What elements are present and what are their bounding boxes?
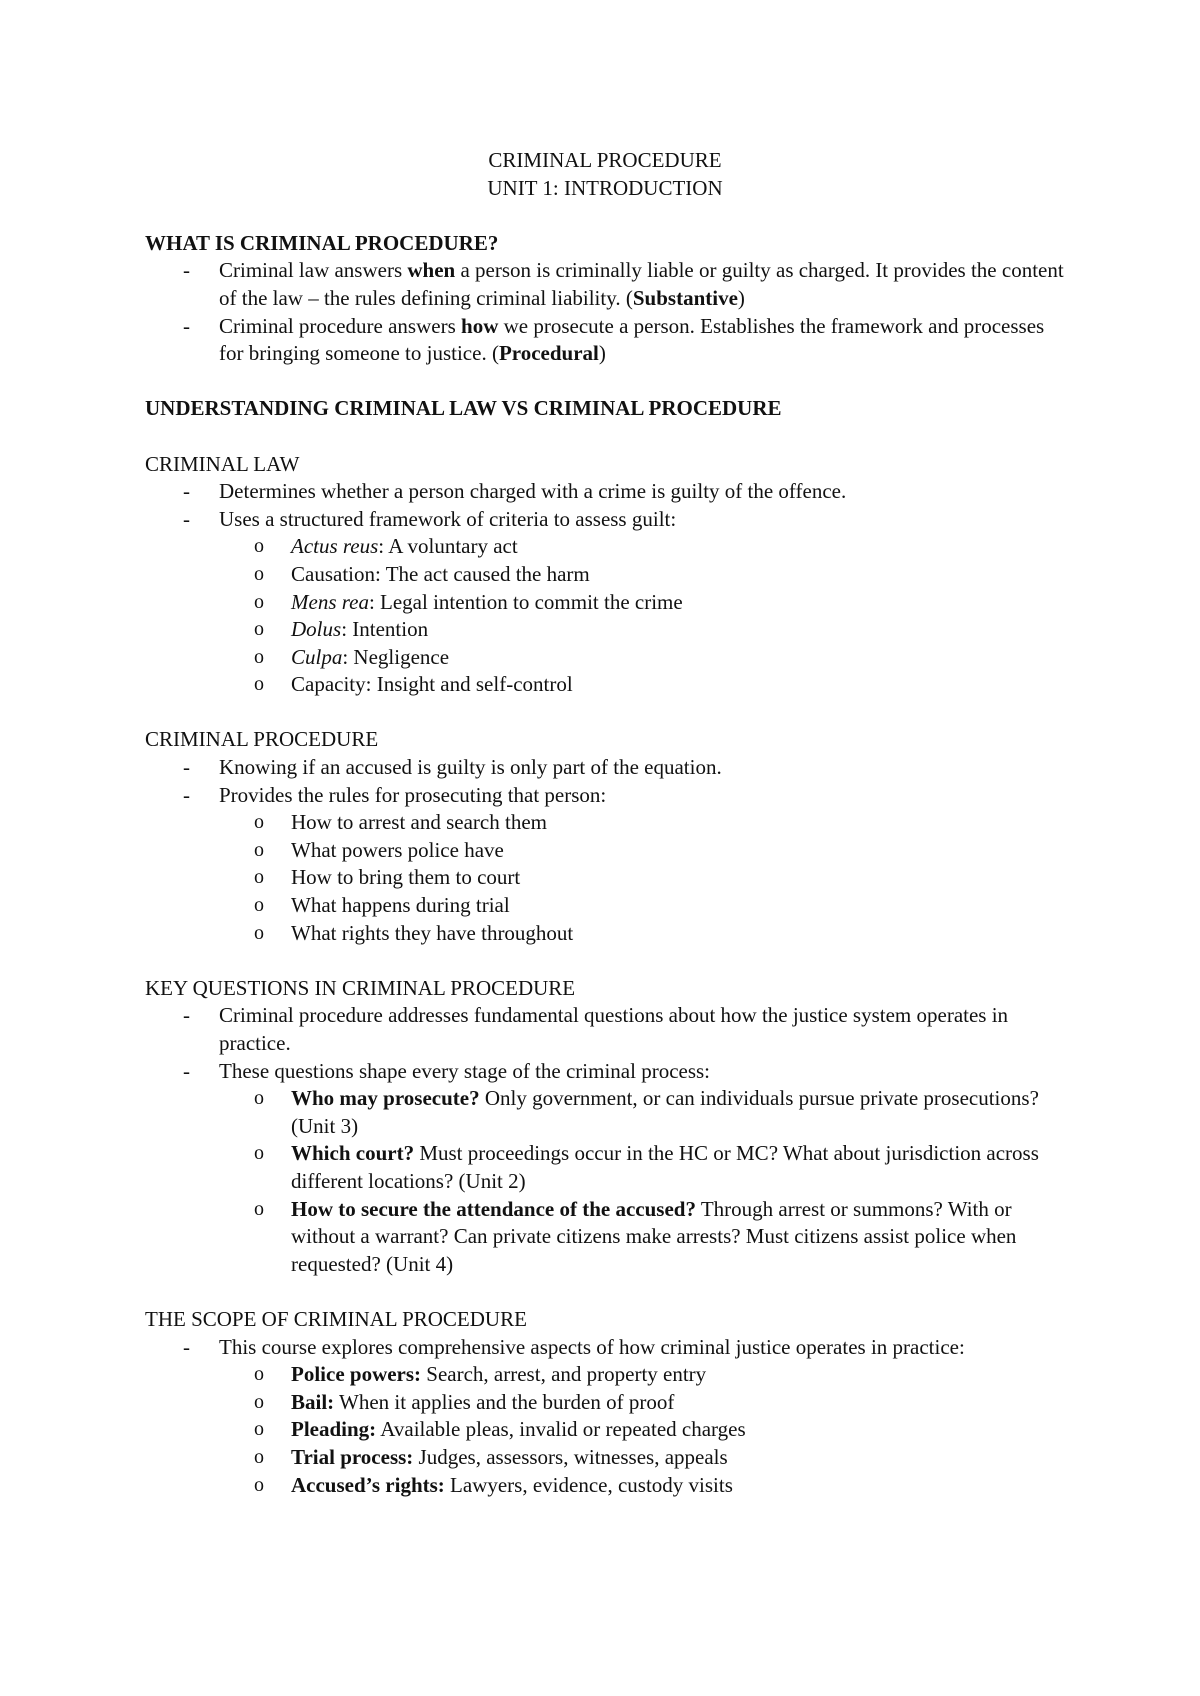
sublist-item: o Culpa: Negligence: [217, 644, 1065, 672]
sublist-item: o Capacity: Insight and self-control: [217, 671, 1065, 699]
sublist-item: o How to arrest and search them: [217, 809, 1065, 837]
what-is-list: [145, 257, 1065, 367]
scope-list: [145, 1334, 1065, 1500]
sublist-item: o Mens rea: Legal intention to commit the crime: [217, 589, 1065, 617]
criminal-procedure-list: [145, 754, 1065, 947]
sublist-item: o Police powers: Search, arrest, and property entry: [217, 1361, 1065, 1389]
list-item: - Criminal law answers when a person is criminally liable or guilty as charged. It provides the content of the law – the rules defining criminal liability. (Substantive): [145, 257, 1065, 312]
section-heading-criminal-procedure: CRIMINAL PROCEDURE: [145, 727, 379, 752]
list-item: - Uses a structured framework of criteria to assess guilt: o Actus reus: A voluntary act o Causation: The act caused the harm o Mens rea: Legal intention to commit the crime o Dolus: Intention o Culpa: Negligence o Capacity: Insight and self-control: [145, 506, 1065, 699]
sublist-item: o Trial process: Judges, assessors, witnesses, appeals: [217, 1444, 1065, 1472]
sublist-item: o Who may prosecute? Only government, or can individuals pursue private prosecutions? (Unit 3): [217, 1085, 1065, 1140]
doc-title: CRIMINAL PROCEDURE: [488, 148, 722, 172]
list-item: - These questions shape every stage of the criminal process: o Who may prosecute? Only government, or can individuals pursue private prosecutions? (Unit 3) o Which court? Must proceedings occur in the HC or MC? What about jurisdiction across different locations? (Unit 2) o How to secure the attendance of the accused? Through arrest or summons? With or without a warrant? Can private citizens make arrests? Must citizens assist police when requested? (Unit 4): [145, 1058, 1065, 1279]
doc-subtitle: UNIT 1: INTRODUCTION: [487, 175, 723, 200]
rules-sublist: [217, 809, 1065, 947]
list-item: - Knowing if an accused is guilty is only part of the equation.: [145, 754, 1065, 782]
list-item: - Determines whether a person charged with a crime is guilty of the offence.: [145, 478, 1065, 506]
document-body: [145, 147, 1065, 1499]
questions-sublist: [217, 1085, 1065, 1278]
key-questions-list: [145, 1002, 1065, 1278]
sublist-item: o How to secure the attendance of the accused? Through arrest or summons? With or without a warrant? Can private citizens make arrests? Must citizens assist police when requested? (Unit 4): [217, 1196, 1065, 1279]
criminal-law-list: [145, 478, 1065, 699]
criteria-sublist: [217, 533, 1065, 699]
section-heading-key-questions: KEY QUESTIONS IN CRIMINAL PROCEDURE: [145, 975, 576, 1000]
sublist-item: o What rights they have throughout: [217, 920, 1065, 948]
sublist-item: o What powers police have: [217, 837, 1065, 865]
list-item: - Provides the rules for prosecuting that person: o How to arrest and search them o What powers police have o How to bring them to court o What happens during trial o What rights they have throughout: [145, 782, 1065, 948]
sublist-item: o What happens during trial: [217, 892, 1065, 920]
sublist-item: o Pleading: Available pleas, invalid or repeated charges: [217, 1416, 1065, 1444]
section-heading-criminal-law: CRIMINAL LAW: [145, 451, 300, 476]
scope-sublist: [217, 1361, 1065, 1499]
sublist-item: o Accused’s rights: Lawyers, evidence, custody visits: [217, 1472, 1065, 1500]
section-heading-understanding: UNDERSTANDING CRIMINAL LAW VS CRIMINAL PROCEDURE: [145, 396, 782, 421]
sublist-item: o Dolus: Intention: [217, 616, 1065, 644]
section-heading-scope: THE SCOPE OF CRIMINAL PROCEDURE: [145, 1306, 527, 1331]
list-item: - Criminal procedure addresses fundamental questions about how the justice system operates in practice.: [145, 1002, 1065, 1057]
sublist-item: o Bail: When it applies and the burden of proof: [217, 1389, 1065, 1417]
list-item: - Criminal procedure answers how we prosecute a person. Establishes the framework and processes for bringing someone to justice. (Procedural): [145, 313, 1065, 368]
sublist-item: o Which court? Must proceedings occur in the HC or MC? What about jurisdiction across different locations? (Unit 2): [217, 1140, 1065, 1195]
list-item: - This course explores comprehensive aspects of how criminal justice operates in practice: o Police powers: Search, arrest, and property entry o Bail: When it applies and the burden of proof o Pleading: Available pleas, invalid or repeated charges o Trial process: Judges, assessors, witnesses, appeals o Accused’s rights: Lawyers, evidence, custody visits: [145, 1334, 1065, 1500]
sublist-item: o How to bring them to court: [217, 864, 1065, 892]
sublist-item: o Causation: The act caused the harm: [217, 561, 1065, 589]
sublist-item: o Actus reus: A voluntary act: [217, 533, 1065, 561]
section-heading-what-is: WHAT IS CRIMINAL PROCEDURE?: [145, 230, 499, 255]
